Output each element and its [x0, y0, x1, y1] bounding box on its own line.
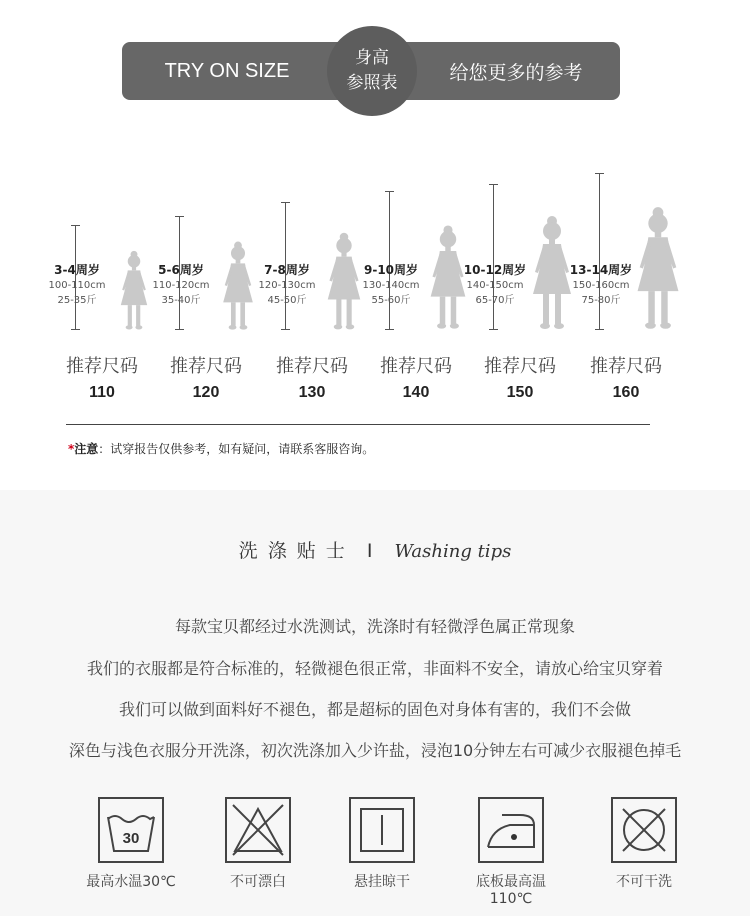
- tip-line: 我们的衣服都是符合标准的，轻微褪色很正常，非面料不安全，请放心给宝贝穿着: [86, 659, 663, 678]
- hang-dry-icon: [349, 797, 415, 863]
- size-age: 13-14周岁: [569, 263, 633, 277]
- banner-circle-line1: 身高: [355, 48, 389, 68]
- banner-right-text: 给您更多的参考: [449, 61, 583, 84]
- size-weight: 45-50斤: [267, 295, 307, 306]
- note: [68, 440, 374, 457]
- recommend-size: 120: [192, 384, 220, 401]
- no-dry-clean-icon: [611, 797, 677, 863]
- size-info: [556, 262, 646, 308]
- size-weight: 55-60斤: [371, 295, 411, 306]
- washing-title-separator: I: [366, 540, 375, 562]
- size-weight: 35-40斤: [161, 295, 201, 306]
- note-text: ：试穿报告仅供参考，如有疑问，请联系客服咨询。: [98, 442, 375, 456]
- note-star: *: [68, 442, 75, 456]
- size-info: [242, 262, 332, 308]
- care-label: 最高水温30℃: [86, 874, 176, 890]
- size-age: 9-10周岁: [363, 263, 419, 277]
- washing-title-cn: 洗 涤 贴 士: [238, 540, 347, 562]
- recommend-label: 推荐尺码: [590, 356, 662, 377]
- care-label: 不可干洗: [616, 874, 672, 890]
- size-info: [450, 262, 540, 308]
- tip-line: 深色与浅色衣服分开洗涤，初次洗涤加入少许盐，浸泡10分钟左右可减少衣服褪色掉毛: [68, 741, 682, 760]
- wash-30-icon: [98, 797, 164, 863]
- size-age: 3-4周岁: [54, 263, 100, 277]
- care-label: 不可漂白: [230, 874, 286, 890]
- size-weight: 75-80斤: [581, 295, 621, 306]
- size-age: 5-6周岁: [158, 263, 204, 277]
- size-age: 7-8周岁: [264, 263, 310, 277]
- recommend-label: 推荐尺码: [170, 356, 242, 377]
- tip-line: 每款宝贝都经过水洗测试，洗涤时有轻微浮色属正常现象: [174, 617, 575, 636]
- height-ruler: [489, 184, 499, 330]
- size-height: 150-160cm: [572, 280, 630, 291]
- recommend-label: 推荐尺码: [380, 356, 452, 377]
- washing-title-en: Washing tips: [394, 541, 512, 562]
- care-label: 悬挂晾干: [354, 874, 410, 890]
- washing-title: [0, 536, 750, 563]
- wash-temp-text: 30: [122, 830, 140, 847]
- banner-circle: [327, 26, 417, 116]
- note-head: 注意: [74, 442, 99, 456]
- size-weight: 25-35斤: [57, 295, 97, 306]
- no-bleach-icon: [225, 797, 291, 863]
- iron-110-icon: [478, 797, 544, 863]
- recommend-size: 110: [89, 384, 115, 401]
- recommend-label: 推荐尺码: [276, 356, 348, 377]
- recommend-size: 150: [506, 384, 534, 401]
- size-weight: 65-70斤: [475, 295, 515, 306]
- size-height: 120-130cm: [258, 280, 316, 291]
- size-height: 130-140cm: [362, 280, 420, 291]
- size-info: [32, 262, 122, 308]
- size-height: 140-150cm: [466, 280, 524, 291]
- care-label: 底板最高温110℃: [476, 874, 546, 907]
- banner-circle-line2: 参照表: [346, 73, 398, 93]
- size-info: [136, 262, 226, 308]
- height-ruler: [385, 191, 395, 330]
- size-height: 100-110cm: [48, 280, 106, 291]
- size-height: 110-120cm: [152, 280, 210, 291]
- recommend-label: 推荐尺码: [484, 356, 556, 377]
- recommend-size: 130: [298, 384, 326, 401]
- size-info: [346, 262, 436, 308]
- size-age: 10-12周岁: [463, 263, 527, 277]
- divider: [66, 424, 650, 425]
- recommend-size: 160: [612, 384, 640, 401]
- banner-left-text: TRY ON SIZE: [164, 59, 290, 82]
- recommend-label: 推荐尺码: [66, 356, 138, 377]
- tip-line: 我们可以做到面料好不褪色，都是超标的固色对身体有害的，我们不会做: [118, 700, 631, 719]
- recommend-size: 140: [402, 384, 430, 401]
